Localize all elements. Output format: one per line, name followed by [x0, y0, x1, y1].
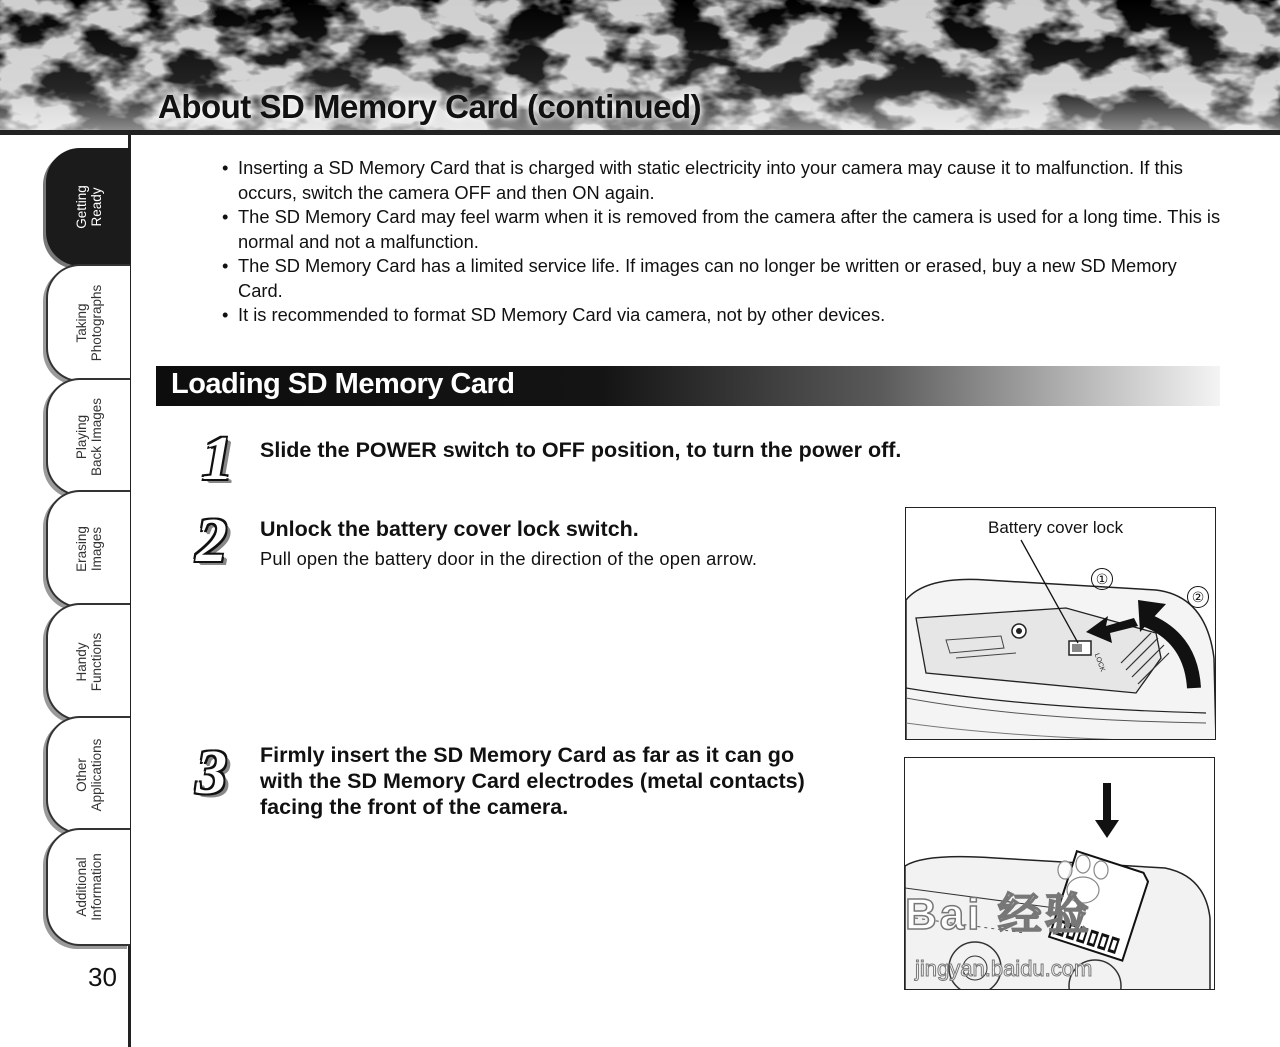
tab-label: Handy Functions	[74, 632, 104, 692]
tab-label: Additional Information	[74, 853, 104, 921]
list-item: • Inserting a SD Memory Card that is charged with static electricity into your camera may cause it to malfunction. If this occurs, switch the camera OFF and then ON again.	[222, 157, 1183, 203]
step-3-title: Firmly insert the SD Memory Card as far as it can go with the SD Memory Card electrodes (metal contacts) facing the front of the camera.	[260, 743, 805, 819]
battery-cover-lock-label: Battery cover lock	[988, 518, 1124, 537]
camera-battery-illustration	[906, 508, 1216, 740]
tab-additional-information[interactable]	[46, 828, 130, 946]
step-2-title: Unlock the battery cover lock switch.	[260, 517, 639, 541]
step-1-title: Slide the POWER switch to OFF position, to turn the power off.	[260, 438, 902, 462]
tab-label: Playing Back Images	[74, 397, 104, 477]
battery-cover-figure	[905, 507, 1216, 740]
tab-label: Erasing Images	[74, 526, 104, 572]
list-item: • It is recommended to format SD Memory Card via camera, not by other devices.	[222, 304, 886, 325]
sd-card-insert-figure	[904, 757, 1215, 990]
list-item: • The SD Memory Card may feel warm when it is removed from the camera after the camera is used for a long time. This is normal and not a malfunction.	[222, 206, 1221, 252]
tab-erasing-images[interactable]	[46, 490, 130, 608]
step-number-1: 1	[202, 425, 233, 493]
section-header	[156, 366, 1220, 406]
tab-playing-back-images[interactable]	[46, 378, 130, 496]
watermark: Bai 经验	[905, 890, 1092, 939]
tab-taking-photographs[interactable]	[46, 264, 130, 382]
tab-label: Other Applications	[74, 738, 104, 812]
step-number-2: 2	[196, 507, 227, 575]
header-rule	[0, 130, 1280, 135]
list-item: • The SD Memory Card has a limited service life. If images can no longer be written or erased, buy a new SD Memory Card.	[222, 255, 1177, 301]
page-number: 30	[88, 962, 117, 992]
notes-list	[214, 156, 1224, 328]
tab-handy-functions[interactable]	[46, 603, 130, 721]
page-title: About SD Memory Card (continued)	[158, 88, 702, 125]
marker-1: ①	[1091, 568, 1113, 590]
watermark-url: jingyan.baidu.com	[915, 956, 1093, 981]
tab-other-applications[interactable]	[46, 716, 130, 834]
tab-label: Getting Ready	[74, 185, 104, 229]
tab-getting-ready[interactable]	[46, 148, 130, 266]
step-2-description: Pull open the battery door in the direction of the open arrow.	[260, 548, 758, 569]
section-title: Loading SD Memory Card	[171, 368, 515, 400]
tab-label: Taking Photographs	[74, 284, 104, 362]
step-number-3: 3	[196, 739, 227, 807]
marker-2: ②	[1187, 586, 1209, 608]
lock-text: LOCK	[1092, 652, 1106, 673]
